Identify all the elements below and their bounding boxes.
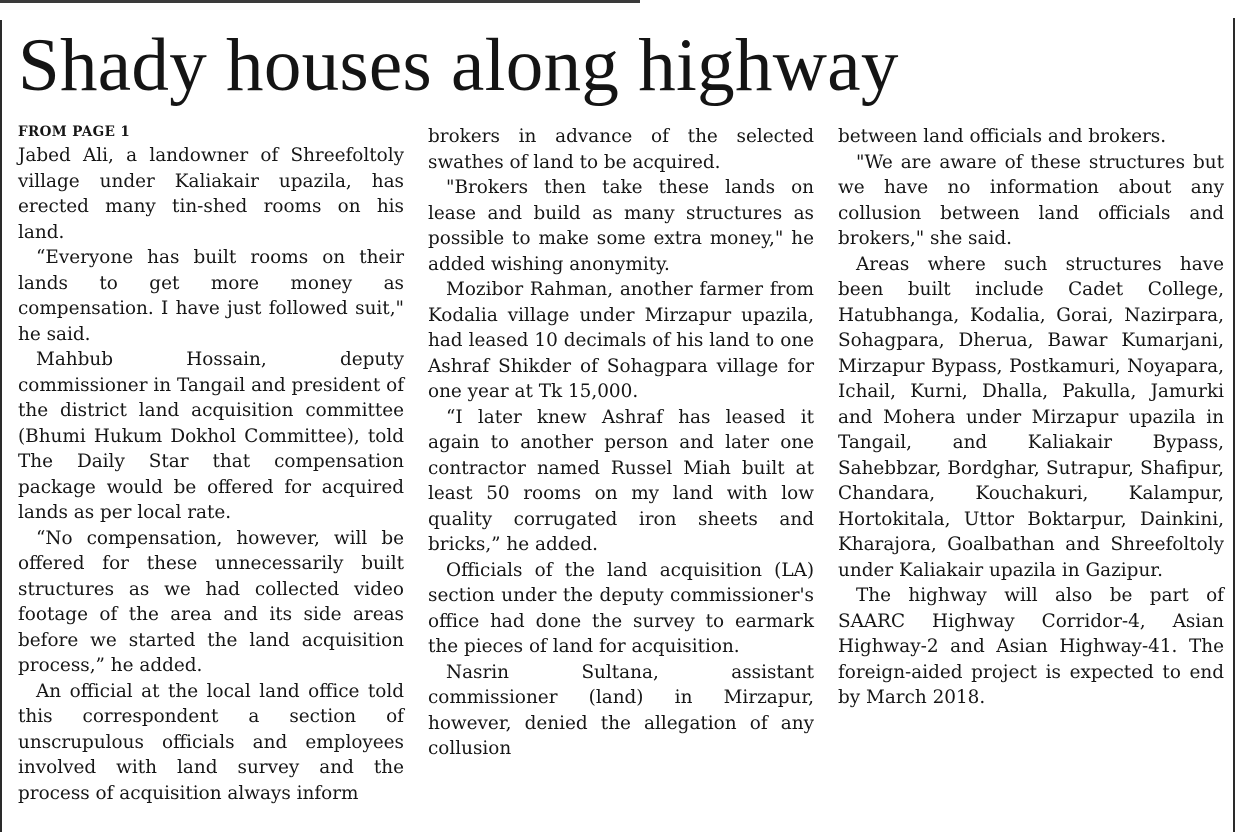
left-border-rule [0,20,2,832]
article-column-3 [838,124,1224,711]
paragraph: “I later knew Ashraf has leased it again to another person and later one contractor named Russel Miah built at least 50 rooms on my land with low quality corrugated iron sheets and bricks,” he added. [428,406,814,555]
paragraph: Jabed Ali, a landowner of Shreefoltoly village under Kaliakair upazila, has erected many tin-shed rooms on his land. [18,145,404,243]
paragraph: The highway will also be part of SAARC Highway Corridor-4, Asian Highway-2 and Asian Highway-41. The foreign-aided project is expected to end by March 2018. [838,585,1224,708]
paragraph: "Brokers then take these lands on lease and build as many structures as possible to make some extra money," he added wishing anonymity. [428,177,814,275]
top-border-gap [640,0,1235,3]
paragraph: “No compensation, however, will be offered for these unnecessarily built structures as we had collected video footage of the area and its side areas before we started the land acquisition process,” he added. [18,527,404,676]
paragraph: Officials of the land acquisition (LA) section under the deputy commissioner's office had done the survey to earmark the pieces of land for acquisition. [428,559,814,657]
paragraph: Nasrin Sultana, assistant commissioner (land) in Mirzapur, however, denied the allegation of any collusion [428,661,814,759]
continuation-kicker: FROM PAGE 1 [18,124,131,140]
paragraph: between land officials and brokers. [838,126,1167,147]
paragraph: Mozibor Rahman, another farmer from Kodalia village under Mirzapur upazila, had leased 10 decimals of his land to one Ashraf Shikder of Sohagpara village for one year at Tk 15,000. [428,279,814,402]
paragraph: "We are aware of these structures but we have no information about any collusion between land officials and brokers," she said. [838,151,1224,249]
article-column-2 [428,124,814,762]
paragraph: brokers in advance of the selected swathes of land to be acquired. [428,126,814,173]
article-headline: Shady houses along highway [18,24,899,107]
paragraph: Areas where such structures have been built include Cadet College, Hatubhanga, Kodalia, Gorai, Nazirpara, Sohagpara, Dherua, Bawar Kumarjani, Mirzapur Bypass, Postkamuri, Noyapara, Ichail, Kurni, Dhalla, Pakulla, Jamurki and Mohera under Mirzapur upazila in Tangail, and Kaliakair Bypass, Sahebbzar, Bordghar, Sutrapur, Shafipur, Chandara, Kouchakuri, Kalampur, Hortokitala, Uttor Boktarpur, Dainkini, Kharajora, Goalbathan and Shreefoltoly under Kaliakair upazila in Gazipur. [838,253,1224,581]
paragraph: “Everyone has built rooms on their lands to get more money as compensation. I have just followed suit," he said. [18,247,404,345]
paragraph: An official at the local land office told this correspondent a section of unscrupulous officials and employees involved with land survey and the process of acquisition always inform [18,680,404,804]
article-column-1 [18,124,404,806]
paragraph: Mahbub Hossain, deputy commissioner in Tangail and president of the district land acquisition committee (Bhumi Hukum Dokhol Committee), told The Daily Star that compensation package would be offered for acquired lands as per local rate. [18,349,404,523]
